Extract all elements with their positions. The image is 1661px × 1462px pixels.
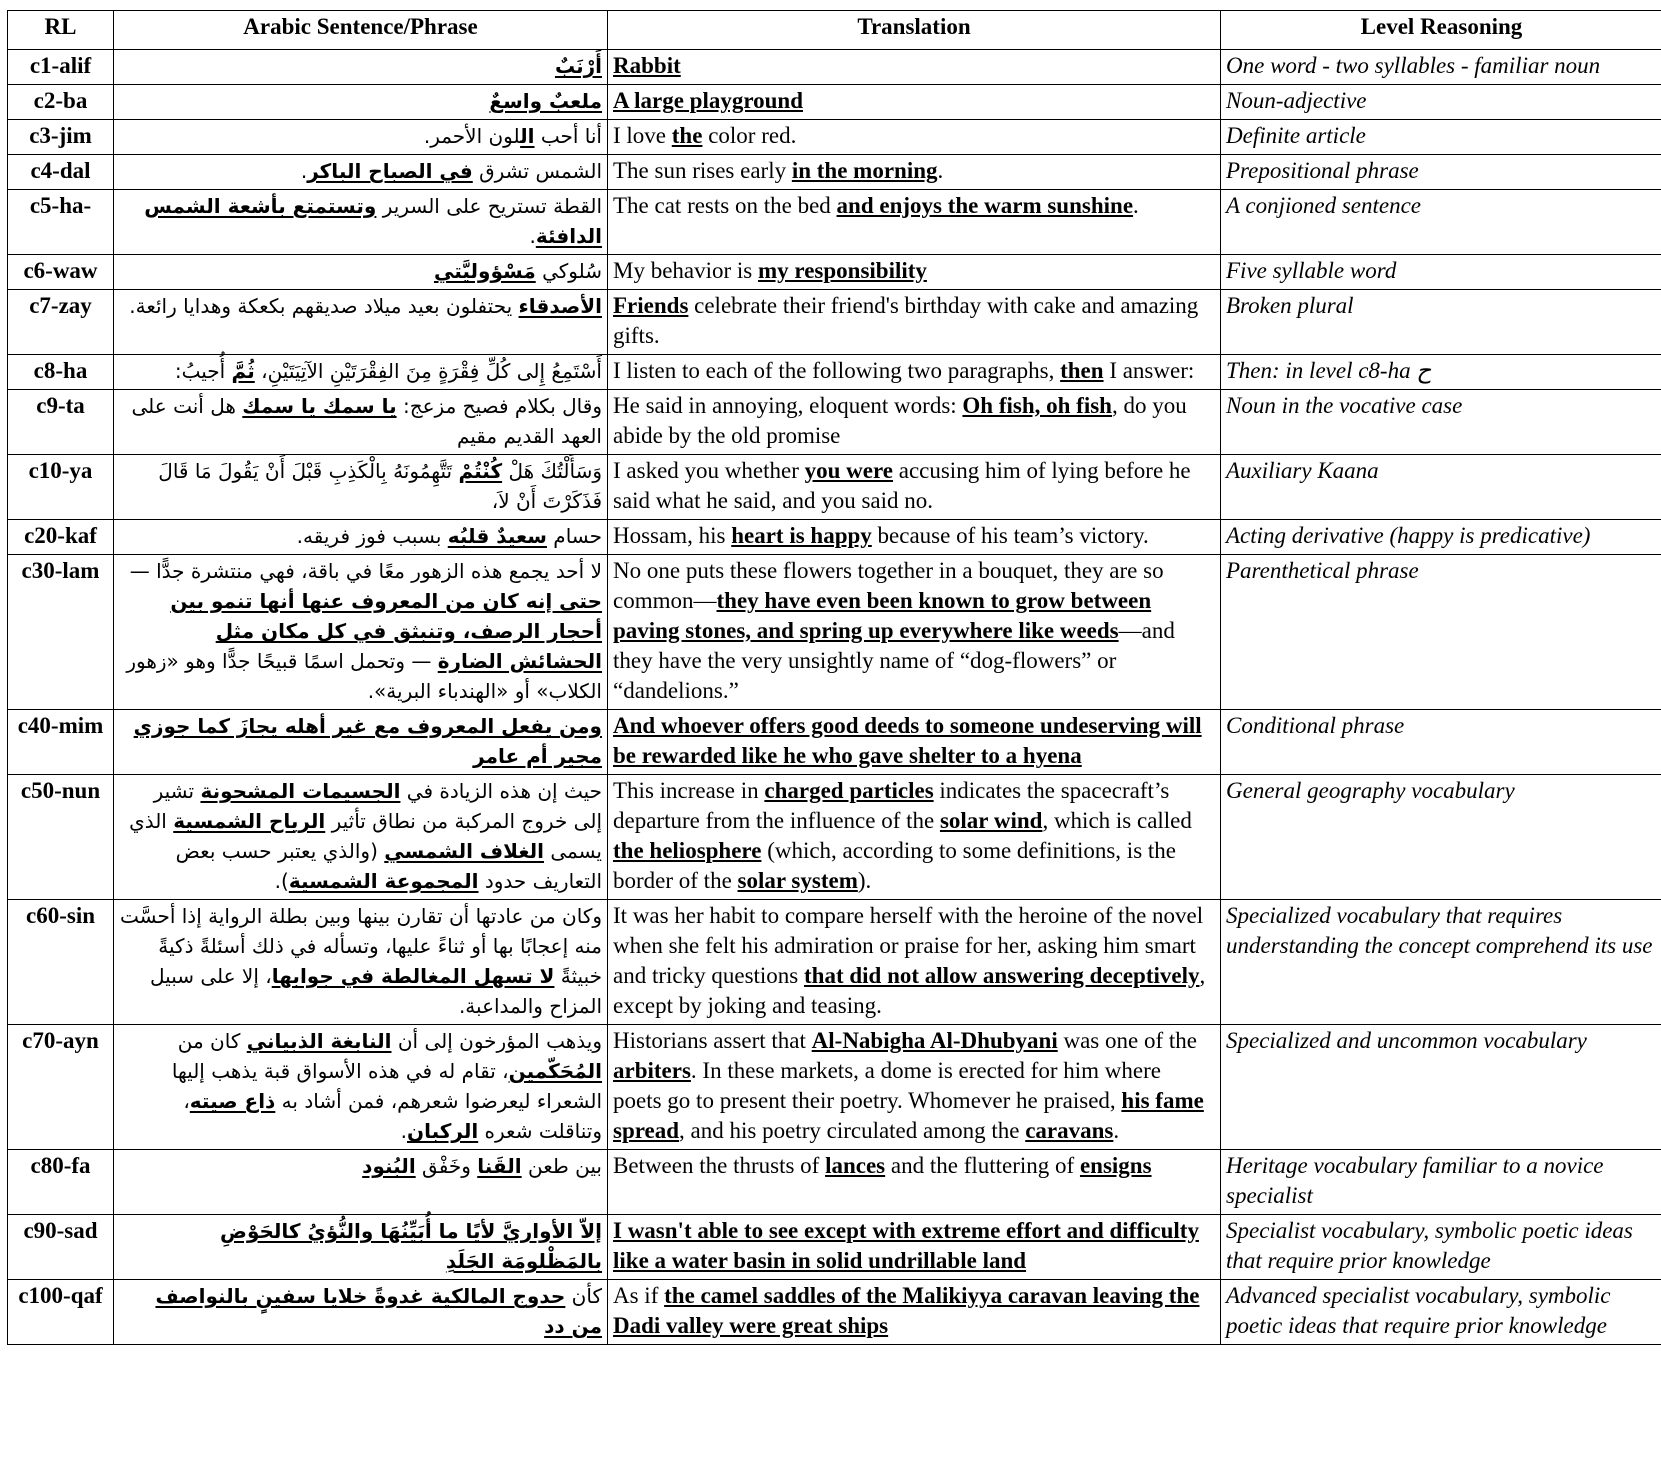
table-body [8, 50, 1661, 1345]
cell-translation [608, 390, 1221, 455]
highlighted-text: ملعبٌ واسعٌ [489, 89, 602, 113]
highlighted-text: lances [825, 1153, 886, 1178]
cell-level-reasoning: Heritage vocabulary familiar to a novice specialist [1221, 1150, 1661, 1215]
cell-rl: c7-zay [8, 290, 114, 355]
highlighted-text: Oh fish, oh fish [962, 393, 1112, 418]
cell-translation [608, 1280, 1221, 1345]
text-segment: وَسَأَلْتُكَ هَلْ [502, 459, 602, 483]
highlighted-text: لا تسهل المغالطة في جوابها [271, 964, 555, 988]
cell-level-reasoning: General geography vocabulary [1221, 775, 1661, 900]
text-segment: وقال بكلام فصيح مزعج: [396, 394, 602, 418]
highlighted-text: الغلاف الشمسي [384, 839, 544, 863]
highlighted-text: الجسيمات المشحونة [200, 779, 401, 803]
cell-rl: c6-waw [8, 255, 114, 290]
highlighted-text: And whoever offers good deeds to someone undeserving will be rewarded like he who gave shelter to a hyena [613, 713, 1202, 768]
text-segment: It was her habit to compare herself with the heroine of the novel when she felt his admiration or praise for her, asking him smart and tricky questions [613, 903, 1204, 988]
cell-arabic [114, 120, 608, 155]
cell-translation [608, 900, 1221, 1025]
cell-level-reasoning: Specialist vocabulary, symbolic poetic ideas that require prior knowledge [1221, 1215, 1661, 1280]
highlighted-text: سعيدٌ قلبُه [447, 524, 547, 548]
text-segment: لون الأحمر. [423, 124, 521, 148]
highlighted-text: المُحَكّمين [508, 1059, 602, 1083]
text-segment: يحتفلون بعيد ميلاد صديقهم بكعكة وهدايا رائعة. [129, 294, 519, 318]
cell-translation [608, 520, 1221, 555]
table-row [8, 50, 1661, 85]
text-segment: ويذهب المؤرخون إلى أن [391, 1029, 602, 1053]
cell-rl: c100-qaf [8, 1280, 114, 1345]
table-row [8, 85, 1661, 120]
cell-arabic [114, 155, 608, 190]
header-level-reasoning: Level Reasoning [1221, 11, 1661, 50]
cell-arabic [114, 1150, 608, 1215]
text-segment: because of his team’s victory. [871, 523, 1149, 548]
cell-arabic [114, 390, 608, 455]
text-segment: . [529, 224, 536, 248]
cell-level-reasoning: Then: in level c8-ha ح [1221, 355, 1661, 390]
cell-translation [608, 255, 1221, 290]
cell-translation [608, 120, 1221, 155]
text-segment: The sun rises early [613, 158, 792, 183]
text-segment: . [1113, 1118, 1120, 1143]
text-segment: ). [857, 868, 872, 893]
text-segment: As if [613, 1283, 665, 1308]
cell-rl: c40-mim [8, 710, 114, 775]
highlighted-text: يا سمك يا سمك [242, 394, 397, 418]
cell-translation [608, 85, 1221, 120]
cell-rl: c50-nun [8, 775, 114, 900]
highlighted-text: that did not allow answering deceptively [804, 963, 1200, 988]
highlighted-text: أَرْنَبٌ [554, 54, 602, 78]
header-translation: Translation [608, 11, 1221, 50]
table-row [8, 775, 1661, 900]
table-row [8, 155, 1661, 190]
cell-rl: c8-ha [8, 355, 114, 390]
table-row [8, 190, 1661, 255]
cell-level-reasoning: Prepositional phrase [1221, 155, 1661, 190]
table-row [8, 1280, 1661, 1345]
text-segment: لا أحد يجمع هذه الزهور معًا في باقة، فهي منتشرة جدًّا — [129, 559, 602, 583]
text-segment: بسبب فوز فريقه. [296, 524, 448, 548]
text-segment: and the fluttering of [885, 1153, 1080, 1178]
text-segment: أَسْتَمِعُ إِلى كُلِّ فِقْرَةٍ مِنَ الفِقْرَتَيْنِ الآتِيَتَيْنِ، [254, 359, 602, 383]
cell-translation [608, 1150, 1221, 1215]
table-row [8, 1025, 1661, 1150]
table-row [8, 520, 1661, 555]
highlighted-text: charged particles [764, 778, 934, 803]
text-segment: . [937, 158, 944, 183]
text-segment: color red. [702, 123, 797, 148]
highlighted-text: Al-Nabigha Al-Dhubyani [811, 1028, 1058, 1053]
text-segment: وكان من عادتها أن تقارن بينها وبين بطلة الرواية إذا أحسَّت منه إعجابًا بها أو ثناءً عليها، وتسأله في ذلك أسئلةً ذكيةً خبيثةً [119, 904, 602, 988]
highlighted-text: then [1060, 358, 1104, 383]
text-segment: الذي يسمى [129, 809, 602, 863]
table-row [8, 120, 1661, 155]
cell-rl: c1-alif [8, 50, 114, 85]
text-segment: . In these markets, a dome is erected for him where poets go to present their poetry. Whomever he praised, [613, 1058, 1161, 1113]
cell-translation [608, 355, 1221, 390]
header-row [8, 11, 1661, 50]
highlighted-text: كُنْتُمْ [458, 459, 503, 483]
cell-rl: c70-ayn [8, 1025, 114, 1150]
text-segment: الشمس تشرق [472, 159, 602, 183]
text-segment: This increase in [613, 778, 765, 803]
cell-rl: c9-ta [8, 390, 114, 455]
table-row [8, 390, 1661, 455]
cell-translation [608, 1025, 1221, 1150]
table-row [8, 1215, 1661, 1280]
table-row [8, 710, 1661, 775]
text-segment: (which, according to some definitions, is the border of the [613, 838, 1176, 893]
cell-translation [608, 1215, 1221, 1280]
highlighted-text: solar system [737, 868, 858, 893]
text-segment: — وتحمل اسمًا قبيحًا جدًّا وهو «زهور الكلاب» أو «الهندباء البرية». [126, 649, 602, 703]
text-segment: هل أنت على العهد القديم مقيم [131, 394, 602, 448]
cell-level-reasoning: Specialized vocabulary that requires understanding the concept comprehend its use [1221, 900, 1661, 1025]
highlighted-text: you were [804, 458, 893, 483]
text-segment: (والذي يعتبر حسب بعض التعاريف حدود [175, 839, 602, 893]
cell-arabic [114, 775, 608, 900]
text-segment: ). [274, 869, 289, 893]
highlighted-text: the heliosphere [613, 838, 762, 863]
cell-rl: c20-kaf [8, 520, 114, 555]
cell-translation [608, 190, 1221, 255]
text-segment: وخَفْق [415, 1154, 478, 1178]
cell-arabic [114, 900, 608, 1025]
highlighted-text: Friends [613, 293, 689, 318]
highlighted-text: ومن يفعل المعروف مع غير أهله يجازَ كما جوزي مجير أم عامر [133, 714, 602, 768]
highlighted-text: arbiters [613, 1058, 691, 1083]
cell-arabic [114, 255, 608, 290]
cell-level-reasoning: Parenthetical phrase [1221, 555, 1661, 710]
highlighted-text: الأصدقاء [518, 294, 602, 318]
text-segment: , do you abide by the old promise [613, 393, 1187, 448]
text-segment: accusing him of lying before he said what he said, and you said no. [613, 458, 1191, 513]
header-arabic: Arabic Sentence/Phrase [114, 11, 608, 50]
text-segment: تشير إلى خروج المركبة من نطاق تأثير [153, 779, 602, 833]
arabic-level-table [7, 10, 1661, 1345]
table-row [8, 455, 1661, 520]
highlighted-text: ثُمَّ [231, 359, 255, 383]
text-segment: indicates the spacecraft’s departure from the influence of the [613, 778, 1170, 833]
text-segment: I answer: [1103, 358, 1195, 383]
text-segment: My behavior is [613, 258, 759, 283]
cell-rl: c80-fa [8, 1150, 114, 1215]
text-segment: I asked you whether [613, 458, 805, 483]
text-segment: . [300, 159, 308, 183]
text-segment: ، وتناقلت شعره [183, 1089, 602, 1143]
table-row [8, 555, 1661, 710]
highlighted-text: solar wind [939, 808, 1043, 833]
table-row [8, 255, 1661, 290]
cell-level-reasoning: Acting derivative (happy is predicative) [1221, 520, 1661, 555]
highlighted-text: ال [520, 124, 535, 148]
text-segment: No one puts these flowers together in a bouquet, they are so common— [613, 558, 1164, 613]
cell-level-reasoning: Five syllable word [1221, 255, 1661, 290]
table-container [7, 10, 1661, 1345]
text-segment: was one of the [1057, 1028, 1197, 1053]
cell-arabic [114, 520, 608, 555]
cell-level-reasoning: Conditional phrase [1221, 710, 1661, 775]
highlighted-text: the camel saddles of the Malikiyya caravan leaving the Dadi valley were great ships [613, 1283, 1200, 1338]
cell-arabic [114, 1280, 608, 1345]
text-segment: حسام [546, 524, 602, 548]
highlighted-text: البُنود [362, 1154, 416, 1178]
cell-translation [608, 555, 1221, 710]
highlighted-text: his fame spread [613, 1088, 1204, 1143]
text-segment: , and his poetry circulated among the [679, 1118, 1026, 1143]
cell-level-reasoning: Definite article [1221, 120, 1661, 155]
text-segment: كان من [177, 1029, 247, 1053]
text-segment: القطة تستريح على السرير [376, 194, 602, 218]
cell-arabic [114, 710, 608, 775]
text-segment: Historians assert that [613, 1028, 812, 1053]
text-segment: بين طعن [521, 1154, 602, 1178]
cell-translation [608, 710, 1221, 775]
highlighted-text: Rabbit [613, 53, 681, 78]
text-segment: Hossam, his [613, 523, 732, 548]
cell-rl: c90-sad [8, 1215, 114, 1280]
cell-translation [608, 290, 1221, 355]
text-segment: Between the thrusts of [613, 1153, 826, 1178]
cell-translation [608, 155, 1221, 190]
cell-translation [608, 775, 1221, 900]
highlighted-text: النابغة الذبياني [246, 1029, 392, 1053]
cell-rl: c5-ha- [8, 190, 114, 255]
cell-translation [608, 50, 1221, 85]
highlighted-text: they have even been known to grow between paving stones, and spring up everywhere like weeds [613, 588, 1152, 643]
highlighted-text: مَسْؤوليَّتي [433, 259, 536, 283]
highlighted-text: المجموعة الشمسية [288, 869, 479, 893]
highlighted-text: and enjoys the warm sunshine [836, 193, 1134, 218]
table-row [8, 1150, 1661, 1215]
highlighted-text: A large playground [613, 88, 803, 113]
text-segment: أُجيبُ: [174, 359, 232, 383]
cell-level-reasoning: Noun-adjective [1221, 85, 1661, 120]
text-segment: , which is called [1042, 808, 1192, 833]
highlighted-text: my responsibility [758, 258, 927, 283]
table-row [8, 290, 1661, 355]
highlighted-text: caravans [1025, 1118, 1114, 1143]
cell-level-reasoning: Auxiliary Kaana [1221, 455, 1661, 520]
cell-translation [608, 455, 1221, 520]
cell-rl: c10-ya [8, 455, 114, 520]
cell-rl: c30-lam [8, 555, 114, 710]
cell-arabic [114, 1025, 608, 1150]
text-segment: celebrate their friend's birthday with cake and amazing gifts. [613, 293, 1199, 348]
cell-rl: c3-jim [8, 120, 114, 155]
table-row [8, 355, 1661, 390]
text-segment: I love [613, 123, 672, 148]
highlighted-text: الرياح الشمسية [173, 809, 326, 833]
text-segment: ، تقام له في هذه الأسواق قبة يذهب إليها الشعراء ليعرضوا شعرهم، فمن أشاد به [171, 1059, 602, 1113]
cell-rl: c60-sin [8, 900, 114, 1025]
text-segment: The cat rests on the bed [613, 193, 837, 218]
cell-arabic [114, 50, 608, 85]
highlighted-text: حتى إنه كان من المعروف عنها أنها تنمو بين أحجار الرصف، وتنبثق في كل مكان مثل الحشائش الضارة [170, 589, 602, 673]
text-segment: He said in annoying, eloquent words: [613, 393, 963, 418]
cell-level-reasoning: One word - two syllables - familiar noun [1221, 50, 1661, 85]
cell-arabic [114, 455, 608, 520]
cell-arabic [114, 290, 608, 355]
text-segment: —and they have the very unsightly name of “dog-flowers” or “dandelions.” [613, 618, 1175, 703]
highlighted-text: in the morning [791, 158, 938, 183]
cell-arabic [114, 355, 608, 390]
highlighted-text: the [671, 123, 703, 148]
header-rl: RL [8, 11, 114, 50]
cell-level-reasoning: A conjioned sentence [1221, 190, 1661, 255]
highlighted-text: في الصباح الباكر [307, 159, 473, 183]
highlighted-text: الركبان [407, 1119, 479, 1143]
text-segment: سُلوكي [535, 259, 602, 283]
highlighted-text: حدوج المالكية غدوةً خلايا سفينٍ بالنواصف من دد [155, 1284, 602, 1338]
table-row [8, 900, 1661, 1025]
text-segment: , except by joking and teasing. [613, 963, 1206, 1018]
highlighted-text: heart is happy [731, 523, 872, 548]
cell-arabic [114, 1215, 608, 1280]
cell-arabic [114, 190, 608, 255]
text-segment: . [400, 1119, 407, 1143]
highlighted-text: القَنا [477, 1154, 522, 1178]
text-segment: تَتَّهِمُونَهُ بِالْكَذِبِ قَبْلَ أَنْ يَقُولَ مَا قَالَ فَذَكَرْتَ أَنْ لاَ، [158, 459, 602, 513]
cell-level-reasoning: Specialized and uncommon vocabulary [1221, 1025, 1661, 1150]
text-segment: . [1133, 193, 1139, 218]
text-segment: I listen to each of the following two paragraphs, [613, 358, 1061, 383]
cell-rl: c2-ba [8, 85, 114, 120]
cell-level-reasoning: Advanced specialist vocabulary, symbolic poetic ideas that require prior knowledge [1221, 1280, 1661, 1345]
highlighted-text: ذاع صيته [189, 1089, 276, 1113]
cell-arabic [114, 85, 608, 120]
cell-rl: c4-dal [8, 155, 114, 190]
highlighted-text: وتستمتع بأشعة الشمس الدافئة [144, 194, 602, 248]
text-segment: أنا أحب [534, 124, 602, 148]
highlighted-text: I wasn't able to see except with extreme effort and difficulty like a water basin in solid undrillable land [613, 1218, 1199, 1273]
cell-level-reasoning: Noun in the vocative case [1221, 390, 1661, 455]
text-segment: حيث إن هذه الزيادة في [400, 779, 602, 803]
cell-arabic [114, 555, 608, 710]
cell-level-reasoning: Broken plural [1221, 290, 1661, 355]
text-segment: كأن [565, 1284, 602, 1308]
highlighted-text: إلاّ الأواريَّ لأيًا ما أُبَيِّنُهَا والنُّؤيُ كالحَوْضِ بالمَظْلومَة الجَلَدِ [220, 1219, 602, 1273]
highlighted-text: ensigns [1079, 1153, 1152, 1178]
text-segment: ، إلا على سبيل المزاح والمداعبة. [150, 964, 602, 1018]
